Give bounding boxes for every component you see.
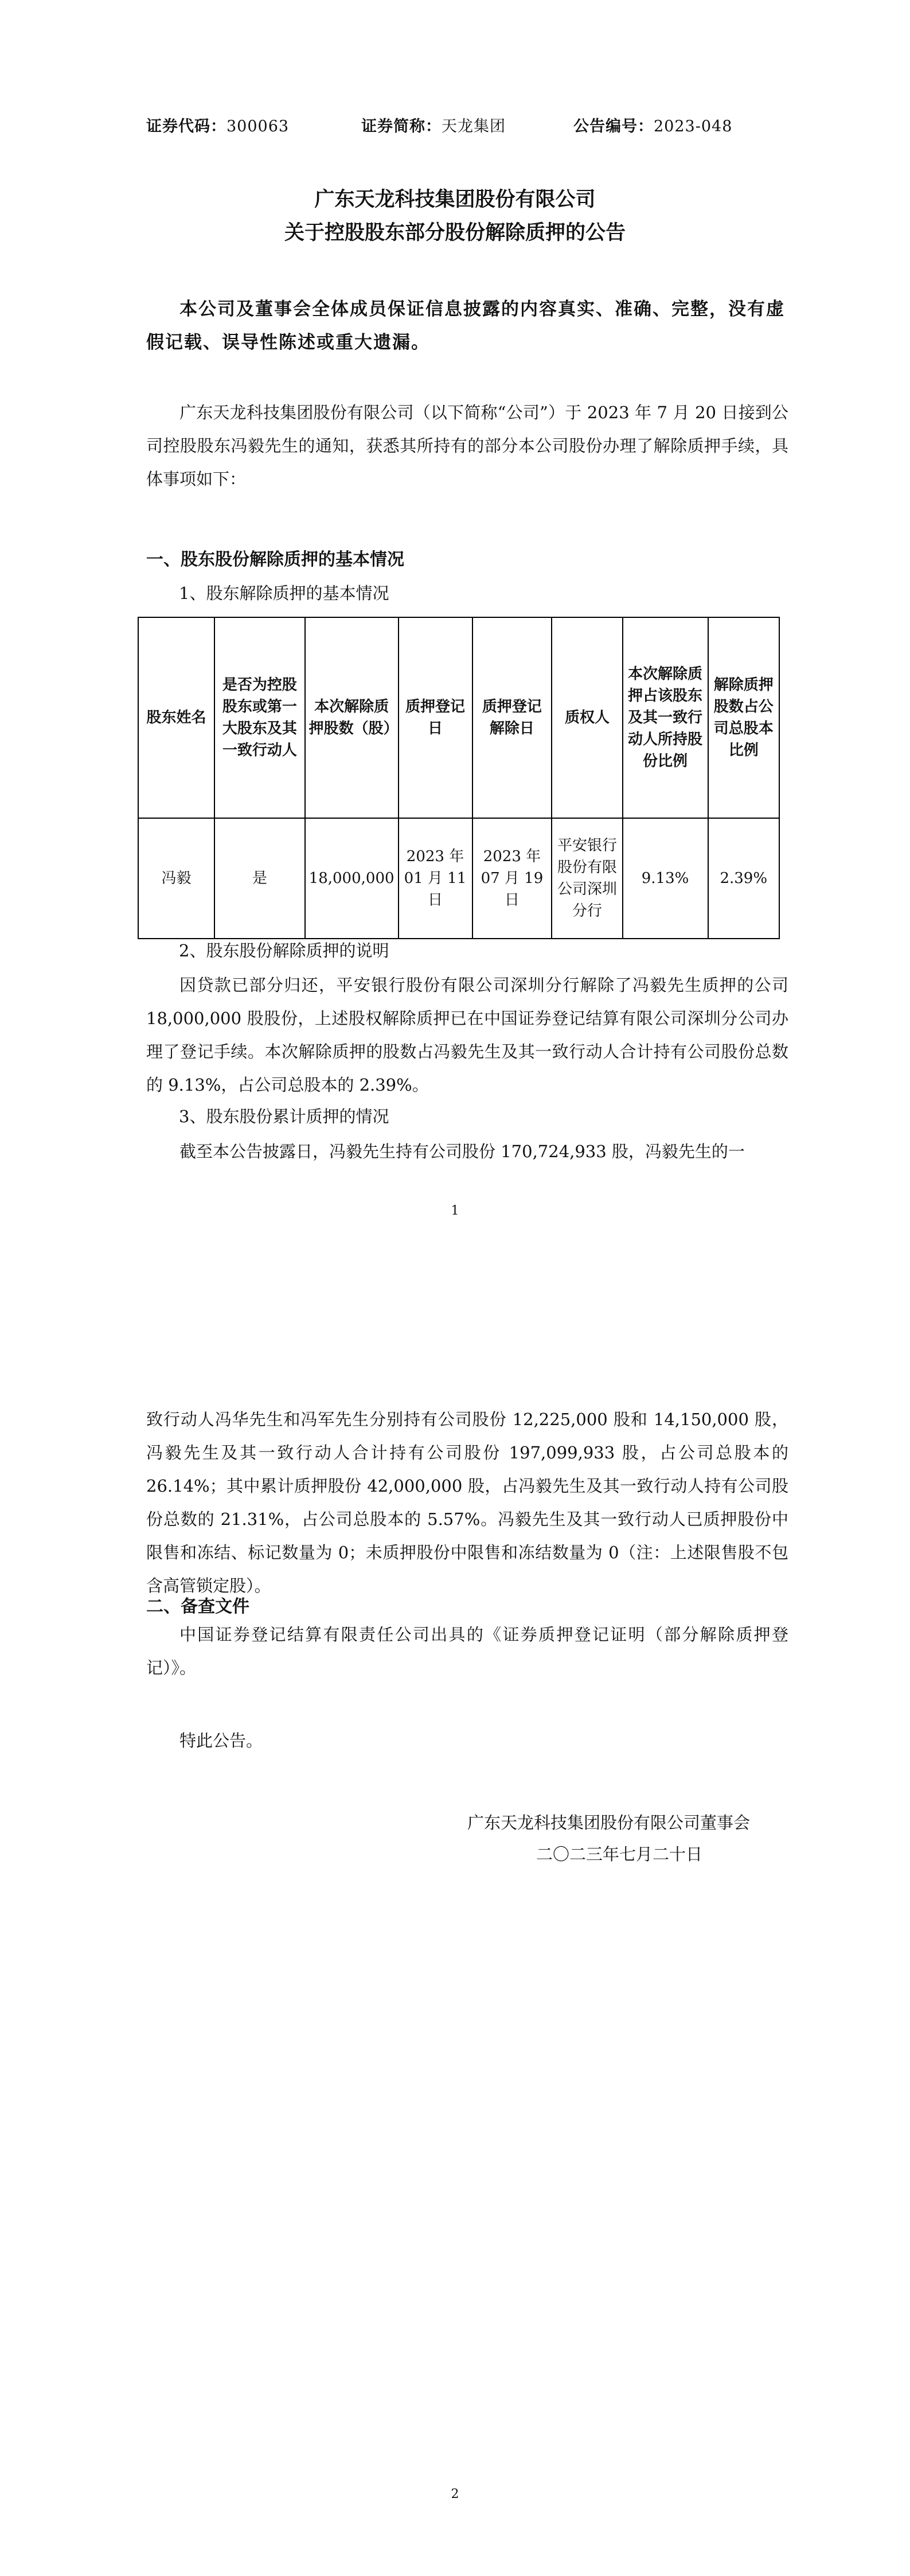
intro-paragraph: 广东天龙科技集团股份有限公司（以下简称“公司”）于 2023 年 7 月 20 日接到公司控股股东冯毅先生的通知，获悉其所持有的部分本公司股份办理了解除质押手续，具体事项如下： [146,403,788,489]
cell-shares: 18,000,000 [305,818,399,939]
col-is-controlling: 是否为控股股东或第一大股东及其一致行动人 [214,617,305,818]
subsection-2-heading: 2、股东股份解除质押的说明 [179,941,389,960]
section-2-text: 中国证券登记结算有限责任公司出具的《证券质押登记证明（部分解除质押登记）》。 [146,1625,788,1678]
stock-code: 证券代码：300063 [146,118,290,135]
title-line-2: 关于控股股东部分股份解除质押的公告 [284,221,626,244]
signature-date: 二〇二三年七月二十日 [536,1845,703,1864]
announcement-number: 公告编号：2023-048 [573,118,733,135]
col-ratio-total: 解除质押股数占公司总股本比例 [708,617,779,818]
col-pledgee: 质权人 [552,617,622,818]
cell-ratio-total: 2.39% [708,818,779,939]
table-row [138,818,779,939]
section-2-heading: 二、备查文件 [146,1597,249,1617]
page-2 [0,1288,910,2576]
col-released-shares: 本次解除质押股数（股） [305,617,399,818]
subsection-1-heading: 1、股东解除质押的基本情况 [179,583,389,603]
col-pledge-date: 质押登记日 [399,617,472,818]
table-header-row [138,617,779,818]
page-number: 1 [451,1204,459,1218]
pledge-release-table [138,617,780,939]
cell-is-controlling: 是 [214,818,305,939]
stock-short-name: 证券简称：天龙集团 [361,118,506,135]
col-ratio-holder: 本次解除质押占该股东及其一致行动人所持股份比例 [623,617,708,818]
cell-pledge-date: 2023 年 01 月 11 日 [399,818,472,939]
cell-name: 冯毅 [138,818,214,939]
title-line-1: 广东天龙科技集团股份有限公司 [314,188,596,211]
subsection-3-text-part2: 致行动人冯华先生和冯军先生分别持有公司股份 12,225,000 股和 14,150,000 股，冯毅先生及其一致行动人合计持有公司股份 197,099,933 股，占公司总股本的 26.14%；其中累计质押股份 42,000,000 股，占冯毅先生及其一致行动人持有公司股份总数的 21.31%，占公司总股本的 5.57%。冯毅先生及其一致行动人已质押股份中限售和冻结、标记数量为 0；未质押股份中限售和冻结数量为 0（注：上述限售股不包含高管锁定股）。 [146,1410,788,1596]
subsection-2-text: 因贷款已部分归还，平安银行股份有限公司深圳分行解除了冯毅先生质押的公司 18,000,000 股股份，上述股权解除质押已在中国证券登记结算有限公司深圳分公司办理了登记手续。本次解除质押的股数占冯毅先生及其一致行动人合计持有公司股份总数的 9.13%，占公司总股本的 2.39%。 [146,975,788,1095]
cell-release-date: 2023 年 07 月 19 日 [472,818,552,939]
page-number: 2 [451,2487,459,2501]
col-shareholder-name: 股东姓名 [138,617,214,818]
signature-company: 广东天龙科技集团股份有限公司董事会 [467,1813,751,1832]
col-release-date: 质押登记解除日 [472,617,552,818]
subsection-3-text-part1: 截至本公告披露日，冯毅先生持有公司股份 170,724,933 股，冯毅先生的一 [179,1142,745,1161]
cell-ratio-holder: 9.13% [623,818,708,939]
board-notice: 本公司及董事会全体成员保证信息披露的内容真实、准确、完整，没有虚假记载、误导性陈述或重大遗漏。 [146,299,785,353]
subsection-3-heading: 3、股东股份累计质押的情况 [179,1107,389,1126]
closing-remark: 特此公告。 [179,1731,263,1750]
section-1-heading: 一、股东股份解除质押的基本情况 [146,550,404,570]
cell-pledgee: 平安银行股份有限公司深圳分行 [552,818,622,939]
